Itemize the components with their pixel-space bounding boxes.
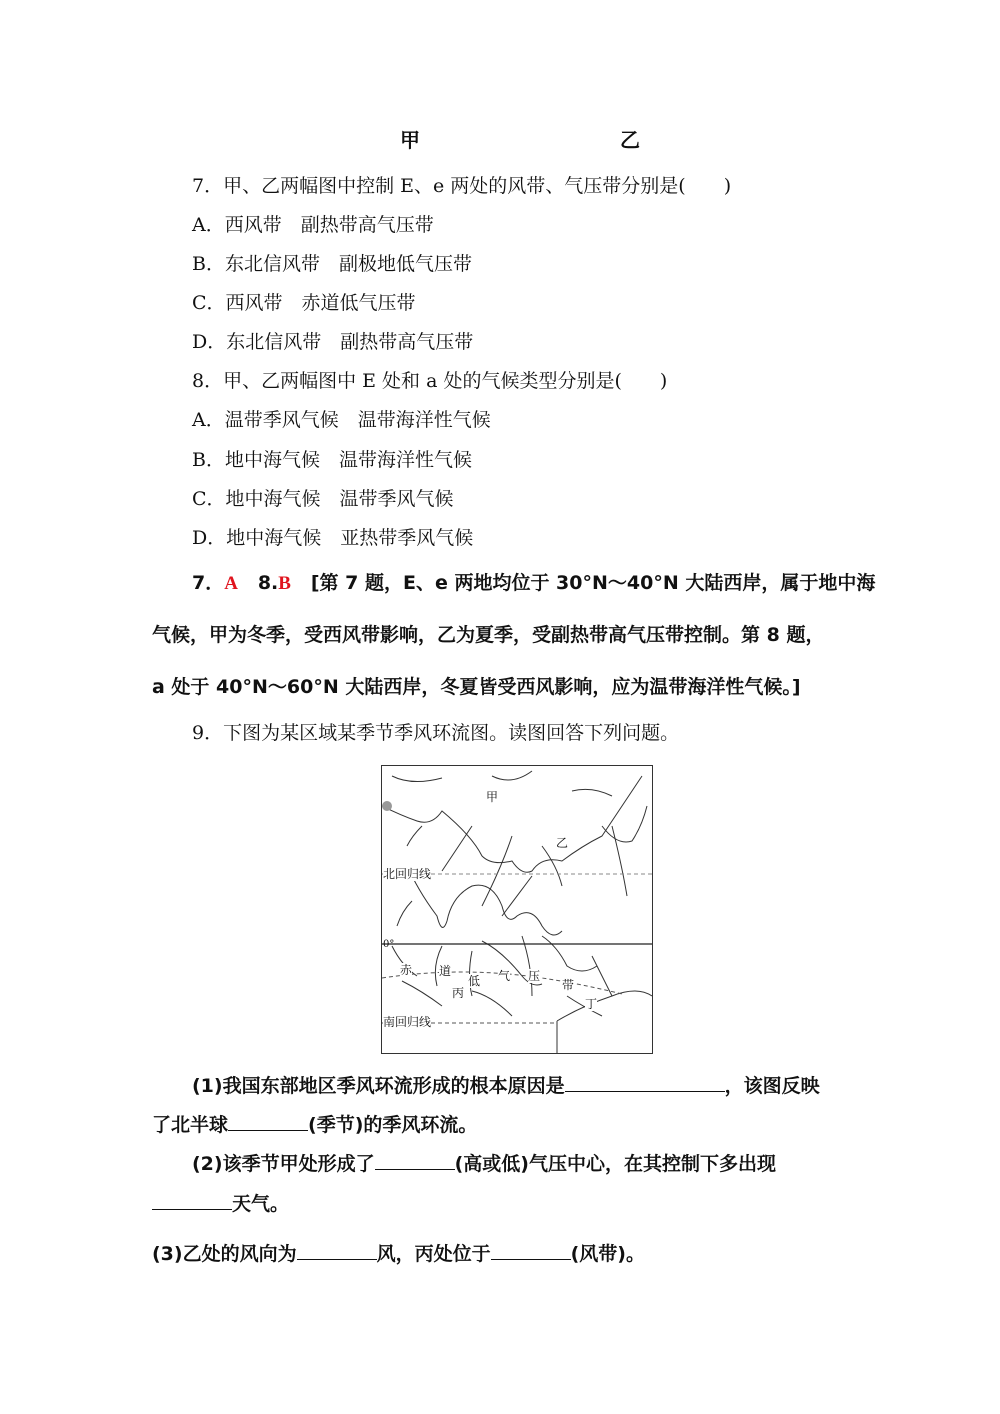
answer-8-prefix: 8. bbox=[257, 572, 279, 594]
sub1-text-a: (1)我国东部地区季风环流形成的根本原因是 bbox=[192, 1075, 565, 1097]
question-8-stem: 8．甲、乙两幅图中 E 处和 a 处的气候类型分别是( ) bbox=[192, 370, 668, 392]
map-label-yi: 乙 bbox=[556, 836, 569, 850]
answer-blank[interactable] bbox=[228, 1112, 308, 1131]
answer-blank[interactable] bbox=[152, 1191, 232, 1210]
monsoon-map bbox=[381, 765, 653, 1054]
q7-option-d: D．东北信风带 副热带高气压带 bbox=[192, 331, 474, 353]
sub-question-1-line-2 bbox=[152, 1112, 477, 1137]
answer-line-1 bbox=[192, 571, 875, 596]
q8-option-c: C．地中海气候 温带季风气候 bbox=[192, 488, 454, 510]
sub1-text-d: (季节)的季风环流。 bbox=[308, 1114, 478, 1136]
answer-7: A bbox=[224, 573, 238, 594]
question-7-stem: 7．甲、乙两幅图中控制 E、e 两处的风带、气压带分别是( ) bbox=[192, 175, 732, 197]
sub3-text-a: (3)乙处的风向为 bbox=[152, 1243, 297, 1265]
map-label-belt-1: 赤 bbox=[400, 963, 413, 977]
sub2-text-c: 天气。 bbox=[232, 1193, 290, 1215]
q7-option-b: B．东北信风带 副极地低气压带 bbox=[192, 253, 472, 275]
map-label-tropic-north: 北回归线 bbox=[383, 867, 432, 881]
sub-question-3 bbox=[152, 1241, 645, 1266]
sub-question-2-line-2 bbox=[152, 1191, 289, 1216]
map-label-belt-3: 低 bbox=[468, 974, 481, 988]
map-label-belt-6: 带 bbox=[562, 978, 575, 992]
answer-7-prefix: 7． bbox=[192, 572, 225, 594]
explanation-1: [第 7 题，E、e 两地均位于 30°N～40°N 大陆西岸，属于地中海 bbox=[310, 572, 876, 594]
sub3-text-c: (风带)。 bbox=[570, 1243, 645, 1265]
answer-blank[interactable] bbox=[297, 1241, 377, 1260]
sub1-text-c: 了北半球 bbox=[152, 1114, 229, 1136]
q8-option-a: A．温带季风气候 温带海洋性气候 bbox=[192, 409, 491, 431]
explanation-2: 气候，甲为冬季，受西风带影响，乙为夏季，受副热带高气压带控制。第 8 题， bbox=[152, 624, 825, 646]
map-label-jia: 甲 bbox=[486, 790, 499, 804]
answer-8: B bbox=[278, 573, 291, 594]
answer-blank[interactable] bbox=[491, 1241, 571, 1260]
q7-option-c: C．西风带 赤道低气压带 bbox=[192, 292, 416, 314]
figure-label-yi: 乙 bbox=[620, 128, 640, 152]
map-label-tropic-south: 南回归线 bbox=[383, 1015, 432, 1029]
sub1-text-b: ，该图反映 bbox=[724, 1075, 820, 1097]
q8-option-d: D．地中海气候 亚热带季风气候 bbox=[192, 527, 474, 549]
map-label-belt-5: 压 bbox=[528, 969, 541, 983]
sub3-text-b: 风，丙处位于 bbox=[376, 1243, 491, 1265]
map-drawing bbox=[382, 766, 652, 1053]
map-label-ding: 丁 bbox=[585, 997, 598, 1011]
sub2-text-b: (高或低)气压中心，在其控制下多出现 bbox=[454, 1153, 776, 1175]
sub-question-2-line-1 bbox=[192, 1151, 776, 1176]
answer-blank[interactable] bbox=[375, 1151, 455, 1170]
map-label-belt-4: 气 bbox=[498, 969, 511, 983]
answer-blank[interactable] bbox=[565, 1073, 725, 1092]
map-label-bing: 丙 bbox=[452, 986, 465, 1000]
figure-label-jia: 甲 bbox=[400, 128, 420, 152]
q8-option-b: B．地中海气候 温带海洋性气候 bbox=[192, 449, 472, 471]
q7-option-a: A．西风带 副热带高气压带 bbox=[192, 214, 434, 236]
map-label-belt-2: 道 bbox=[439, 964, 452, 978]
map-label-equator: 0° bbox=[383, 939, 395, 950]
question-9-stem: 9．下图为某区域某季节季风环流图。读图回答下列问题。 bbox=[192, 722, 680, 744]
sub-question-1-line-1 bbox=[192, 1073, 820, 1098]
explanation-3: a 处于 40°N～60°N 大陆西岸，冬夏皆受西风影响，应为温带海洋性气候。] bbox=[152, 676, 801, 698]
sub2-text-a: (2)该季节甲处形成了 bbox=[192, 1153, 375, 1175]
